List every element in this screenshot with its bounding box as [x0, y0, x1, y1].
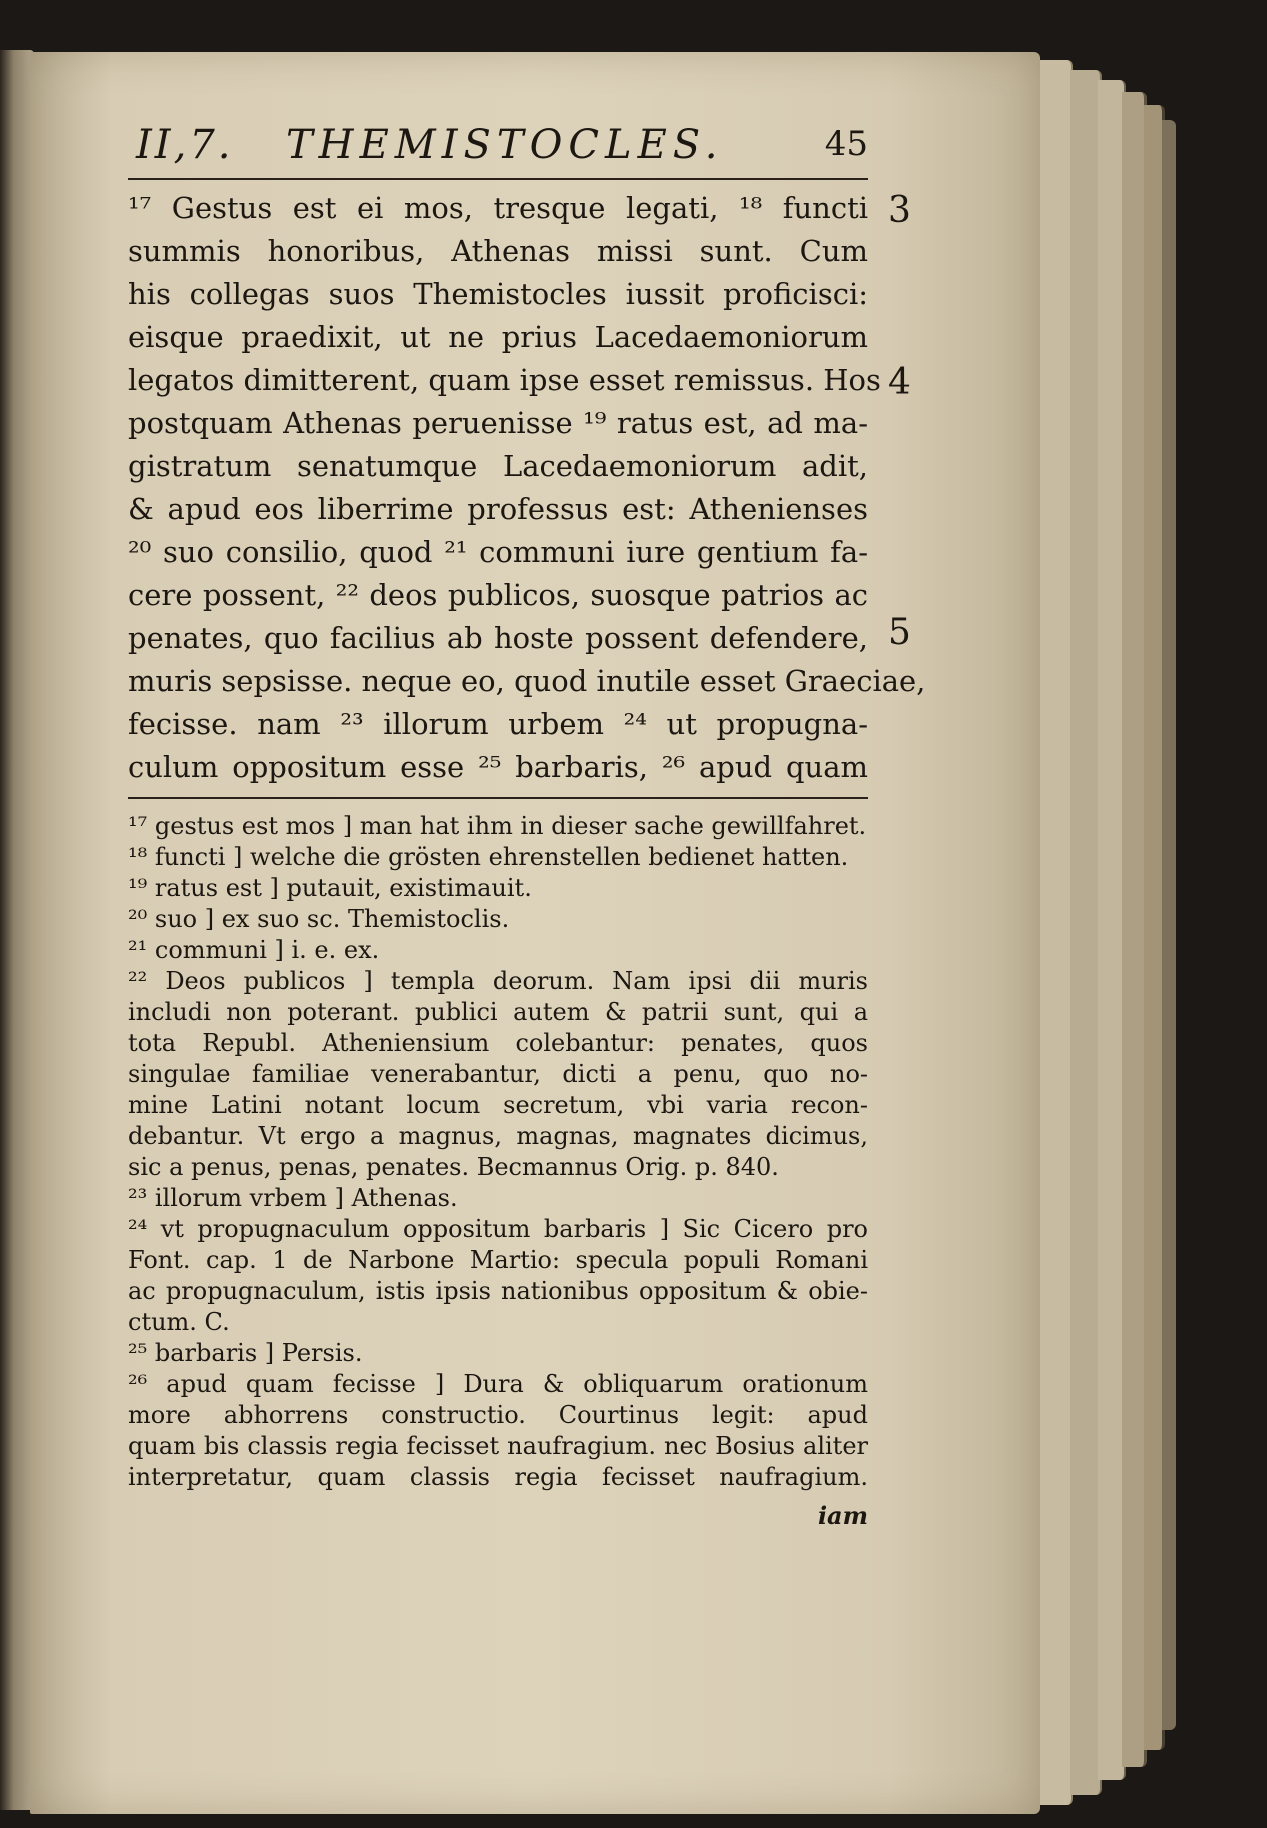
page-edge — [1162, 120, 1176, 1730]
footnote-line: singulae familiae venerabantur, dicti a penu, quo no- — [128, 1060, 868, 1088]
footnote-line: interpretatur, quam classis regia fecisset naufragium. — [128, 1463, 868, 1491]
text-line: gistratum senatumque Lacedaemoniorum adit, — [128, 449, 868, 483]
footnotes — [128, 808, 868, 1798]
text-line: culum oppositum esse ²⁵ barbaris, ²⁶ apud quam — [128, 750, 868, 784]
running-header — [128, 118, 868, 180]
page-title: THEMISTOCLES. — [286, 122, 724, 168]
footnote-line: debantur. Vt ergo a magnus, magnas, magnates dicimus, — [128, 1122, 868, 1150]
footnote-rule — [128, 797, 868, 799]
page-edge — [1035, 60, 1073, 1805]
text-line: legatos dimitterent, quam ipse esset remissus. Hos — [128, 363, 881, 397]
footnote-line: quam bis classis regia fecisset naufragium. nec Bosius aliter — [128, 1432, 868, 1460]
page-number: 45 — [824, 124, 868, 164]
facing-page-edge — [0, 50, 34, 1810]
text-line: his collegas suos Themistocles iussit proficisci: — [128, 277, 868, 311]
footnote-line: ²³ illorum vrbem ] Athenas. — [128, 1184, 458, 1212]
footnote-line: mine Latini notant locum secretum, vbi varia recon- — [128, 1091, 868, 1119]
footnote-line: ¹⁷ gestus est mos ] man hat ihm in dieser sache gewillfahret. — [128, 812, 867, 840]
main-text — [128, 186, 926, 786]
footnote-line: ²⁶ apud quam fecisse ] Dura & obliquarum orationum — [128, 1370, 868, 1398]
catchword: iam — [817, 1501, 868, 1530]
footnote-line: ²¹ communi ] i. e. ex. — [128, 936, 380, 964]
footnote-line: Font. cap. 1 de Narbone Martio: specula populi Romani — [128, 1246, 868, 1274]
footnote-line: more abhorrens constructio. Courtinus legit: apud — [128, 1401, 868, 1429]
footnote-line: ²⁰ suo ] ex suo sc. Themistoclis. — [128, 905, 510, 933]
footnote-line: ²² Deos publicos ] templa deorum. Nam ipsi dii muris — [128, 967, 868, 995]
text-line: ²⁰ suo consilio, quod ²¹ communi iure gentium fa- — [128, 535, 868, 569]
footnote-line: tota Republ. Atheniensium colebantur: penates, quos — [128, 1029, 868, 1057]
text-line: muris sepsisse. neque eo, quod inutile esset Graeciae, — [128, 664, 926, 698]
footnote-line: ctum. C. — [128, 1308, 230, 1336]
text-line: ¹⁷ Gestus est ei mos, tresque legati, ¹⁸ functi — [128, 191, 868, 225]
footnote-line: ²⁴ vt propugnaculum oppositum barbaris ] Sic Cicero pro — [128, 1215, 868, 1243]
margin-section-number: 3 — [888, 190, 911, 231]
section-number: II,7. — [136, 122, 234, 168]
text-line: penates, quo facilius ab hoste possent defendere, — [128, 621, 868, 655]
footnote-line: ¹⁸ functi ] welche die grösten ehrenstellen bedienet hatten. — [128, 843, 849, 871]
footnote-line: ¹⁹ ratus est ] putauit, existimauit. — [128, 874, 532, 902]
text-line: postquam Athenas peruenisse ¹⁹ ratus est, ad ma- — [128, 406, 868, 440]
text-line: cere possent, ²² deos publicos, suosque patrios ac — [128, 578, 868, 612]
text-line: fecisse. nam ²³ illorum urbem ²⁴ ut propugna- — [128, 707, 868, 741]
text-line: & apud eos liberrime professus est: Athenienses — [128, 492, 868, 526]
margin-section-number: 5 — [888, 612, 911, 653]
footnote-line: sic a penus, penas, penates. Becmannus Orig. p. 840. — [128, 1153, 779, 1181]
margin-section-number: 4 — [888, 362, 911, 403]
text-line: eisque praedixit, ut ne prius Lacedaemoniorum — [128, 320, 868, 354]
text-line: summis honoribus, Athenas missi sunt. Cum — [128, 234, 868, 268]
footnote-line: includi non poterant. publici autem & patrii sunt, qui a — [128, 998, 868, 1026]
footnote-line: ac propugnaculum, istis ipsis nationibus oppositum & obie- — [128, 1277, 868, 1305]
footnote-line: ²⁵ barbaris ] Persis. — [128, 1339, 363, 1367]
